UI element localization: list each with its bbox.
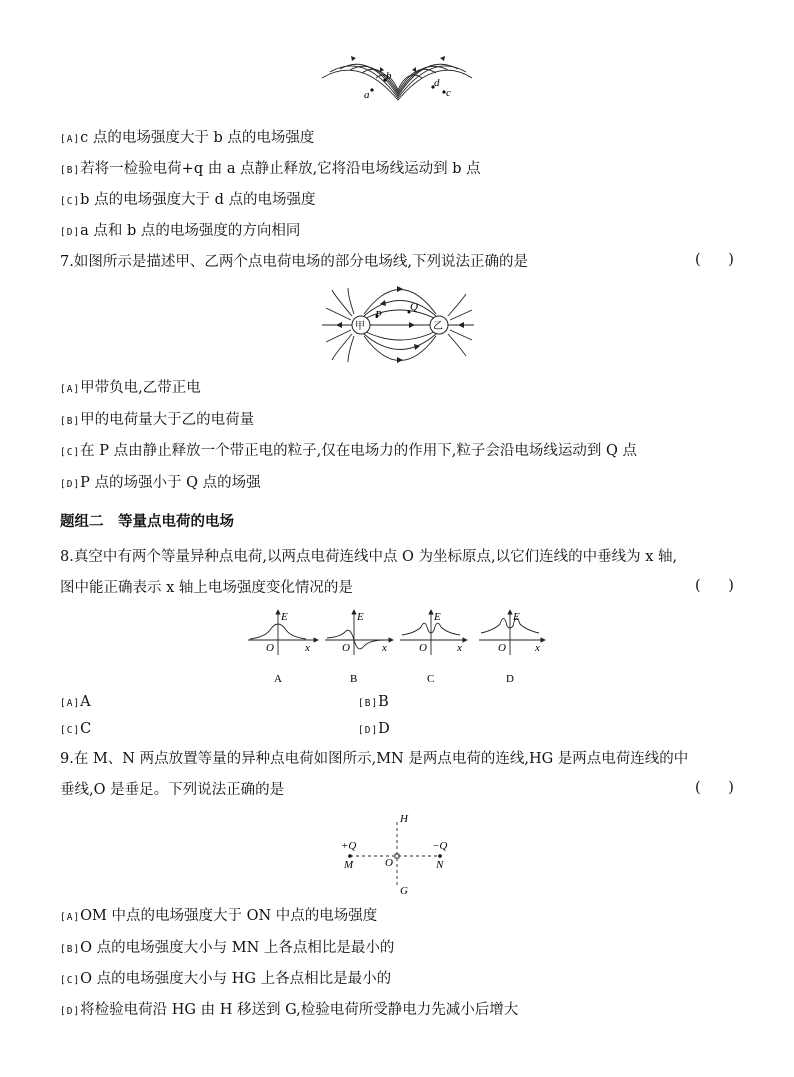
q7-label-yi: 乙	[433, 321, 443, 332]
option-tag: [D]	[60, 1006, 81, 1017]
graph-a-O: O	[266, 642, 274, 654]
option-tag: [C]	[60, 725, 81, 736]
graph-caption-c: C	[427, 673, 435, 685]
graph-c-E: E	[434, 611, 441, 623]
option-tag: [C]	[60, 975, 81, 986]
option-tag: [B]	[60, 416, 81, 427]
graph-caption-b: B	[350, 673, 358, 685]
option-text: 在 P 点由静止释放一个带正电的粒子,仅在电场力的作用下,粒子会沿电场线运动到 Q 点	[80, 443, 637, 459]
q8-stem-line1: 8.真空中有两个等量异种点电荷,以两点电荷连线中点 O 为坐标原点,以它们连线的中垂线为 x 轴,	[60, 549, 678, 565]
q7-label-jia: 甲	[355, 321, 365, 332]
q9-label-n: N	[436, 859, 444, 871]
q9-label-g: G	[400, 885, 408, 897]
graph-b-O: O	[342, 642, 350, 654]
q9-option-b[interactable]	[60, 938, 394, 960]
q9-option-d[interactable]	[60, 1000, 518, 1022]
option-text: P 点的场强小于 Q 点的场强	[80, 475, 261, 491]
q8-stem-line2: 图中能正确表示 x 轴上电场强度变化情况的是	[60, 580, 353, 596]
q6-label-d: d	[434, 77, 440, 89]
q9-label-m: M	[344, 859, 354, 871]
q6-label-a: a	[364, 89, 370, 101]
option-tag: [B]	[358, 698, 379, 709]
q9-label-h: H	[400, 813, 408, 825]
option-tag: [A]	[60, 384, 81, 395]
q7-stem: 7.如图所示是描述甲、乙两个点电荷电场的部分电场线,下列说法正确的是	[60, 254, 528, 270]
option-text: C	[80, 721, 92, 737]
q9-answer-blank[interactable]: ( )	[695, 780, 734, 796]
graph-b-E: E	[357, 611, 364, 623]
option-text: 若将一检验电荷+q 由 a 点静止释放,它将沿电场线运动到 b 点	[80, 161, 481, 177]
option-tag: [D]	[358, 725, 379, 736]
q9-label-minus-q: −Q	[432, 840, 448, 852]
q9-option-c[interactable]	[60, 969, 391, 991]
option-text: D	[378, 721, 390, 737]
q7-label-q: Q	[410, 301, 418, 313]
q7-answer-blank[interactable]: ( )	[695, 252, 734, 268]
q8-answer-blank[interactable]: ( )	[695, 578, 734, 594]
option-tag: [B]	[60, 944, 81, 955]
q9-option-a[interactable]	[60, 906, 377, 928]
graph-d-O: O	[498, 642, 506, 654]
graph-b-x: x	[382, 642, 387, 654]
graph-c-O: O	[419, 642, 427, 654]
option-tag: [A]	[60, 912, 81, 923]
option-tag: [B]	[60, 165, 81, 176]
q7-label-p: P	[375, 309, 382, 321]
q9-stem-line2: 垂线,O 是垂足。下列说法正确的是	[60, 782, 285, 798]
option-text: A	[80, 694, 91, 710]
option-text: b 点的电场强度大于 d 点的电场强度	[80, 192, 316, 208]
graph-a-E: E	[281, 611, 288, 623]
option-tag: [A]	[60, 698, 81, 709]
q9-label-plus-q: +Q	[341, 840, 357, 852]
option-text: O 点的电场强度大小与 HG 上各点相比是最小的	[80, 971, 392, 987]
option-tag: [C]	[60, 196, 81, 207]
graph-a-x: x	[305, 642, 310, 654]
section-heading: 题组二 等量点电荷的电场	[60, 514, 234, 530]
option-tag: [D]	[60, 227, 81, 238]
graph-caption-a: A	[274, 673, 282, 685]
option-tag: [C]	[60, 447, 81, 458]
option-text: OM 中点的电场强度大于 ON 中点的电场强度	[80, 908, 378, 924]
option-text: a 点和 b 点的电场强度的方向相同	[80, 223, 301, 239]
option-tag: [A]	[60, 134, 81, 145]
q6-label-b: b	[386, 70, 392, 82]
graph-c-x: x	[457, 642, 462, 654]
option-tag: [D]	[60, 479, 81, 490]
option-text: 甲的电荷量大于乙的电荷量	[80, 412, 255, 428]
graph-caption-d: D	[506, 673, 514, 685]
graph-d-E: E	[513, 611, 520, 623]
option-text: 甲带负电,乙带正电	[80, 380, 201, 396]
graph-d-x: x	[535, 642, 540, 654]
option-text: 将检验电荷沿 HG 由 H 移送到 G,检验电荷所受静电力先减小后增大	[80, 1002, 519, 1018]
q9-stem-line1: 9.在 M、N 两点放置等量的异种点电荷如图所示,MN 是两点电荷的连线,HG 是两点电荷连线的中	[60, 751, 689, 767]
option-text: c 点的电场强度大于 b 点的电场强度	[80, 130, 315, 146]
option-text: O 点的电场强度大小与 MN 上各点相比是最小的	[80, 940, 395, 956]
option-text: B	[378, 694, 389, 710]
q6-label-c: c	[446, 87, 451, 99]
q9-label-o: O	[385, 857, 393, 869]
